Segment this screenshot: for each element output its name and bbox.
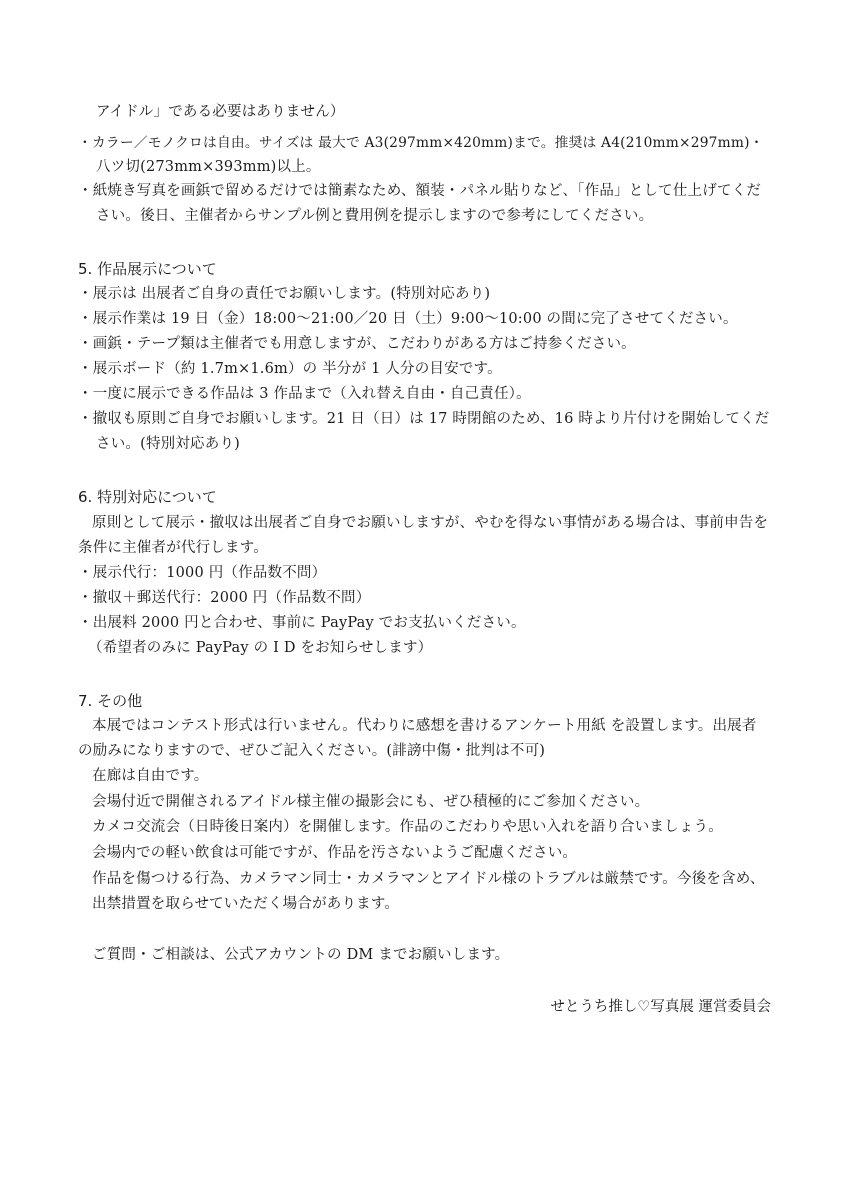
section-7-line-1: 本展ではコンテスト形式は行いません。代わりに感想を書けるアンケート用紙 を設置します。出展者 (92, 718, 757, 734)
section-6-line-4: ・撤収＋郵送代行：2000 円（作品数不問） (78, 590, 371, 606)
section-7-line-6: 会場内での軽い飲食は可能ですが、作品を汚さないようご配慮ください。 (92, 845, 578, 861)
prev-line-5: さい。後日、主催者からサンプル例と費用例を提示しますので参考にしてください。 (96, 208, 654, 224)
section-7-line-5: カメコ交流会（日時後日案内）を開催します。作品のこだわりや思い入れを語り合いましょう。 (92, 819, 723, 835)
section-7-line-2: の励みになりますので、ぜひご記入ください。(誹謗中傷・批判は不可) (78, 743, 546, 759)
section-7-line-3: 在廊は自由です。 (92, 768, 209, 784)
section-5-line-7: さい。(特別対応あり) (96, 436, 241, 452)
section-6-line-5: ・出展料 2000 円と合わせ、事前に PayPay でお支払いください。 (78, 615, 526, 631)
section-5-line-3: ・画鋲・テープ類は主催者でも用意しますが、こだわりがある方はご持参ください。 (78, 336, 636, 352)
section-6-line-3: ・展示代行：1000 円（作品数不問） (78, 565, 327, 581)
section-5-line-2: ・展示作業は 19 日（金）18:00〜21:00／20 日（土）9:00〜10:00 の間に完了させてください。 (78, 311, 738, 327)
prev-line-2: ・カラー／モノクロは自由。サイズは 最大で A3(297mm×420mm)まで。推奨は A4(210mm×297mm)・ (78, 135, 764, 151)
section-6-line-2: 条件に主催者が代行します。 (78, 540, 268, 556)
section-6-line-6: （希望者のみに PayPay の I D をお知らせします） (88, 640, 433, 656)
section-5-line-1: ・展示は 出展者ご自身の責任でお願いします。(特別対応あり) (78, 286, 491, 302)
contact-note: ご質問・ご相談は、公式アカウントの DM までお願いします。 (92, 947, 510, 963)
section-7-heading: 7. その他 (78, 692, 143, 710)
prev-line-4: ・紙焼き写真を画鋲で留めるだけでは簡素なため、額装・パネル貼りなど、「作品」として仕上げてくだ (78, 183, 762, 199)
section-6-line-1: 原則として展示・撤収は出展者ご自身でお願いしますが、やむを得ない事情がある場合は、事前申告を (92, 515, 769, 531)
organizer-signature: せとうち推し♡写真展 運営委員会 (550, 999, 771, 1015)
section-5-line-6: ・撤収も原則ご自身でお願いします。21 日（日）は 17 時閉館のため、16 時より片付けを開始してくだ (78, 411, 770, 427)
prev-line-1: アイドル」である必要はありません） (96, 104, 345, 120)
section-5-line-4: ・展示ボード（約 1.7m×1.6m）の 半分が 1 人分の目安です。 (78, 361, 502, 377)
section-7-line-8: 出禁措置を取らせていただく場合があります。 (92, 896, 400, 912)
section-6-heading: 6. 特別対応について (78, 488, 217, 506)
section-5-heading: 5. 作品展示について (78, 260, 217, 278)
section-7-line-7: 作品を傷つける行為、カメラマン同士・カメラマンとアイドル様のトラブルは厳禁です。今後を含め、 (92, 871, 765, 887)
section-5-line-5: ・一度に展示できる作品は 3 作品まで（入れ替え自由・自己責任）。 (78, 386, 531, 402)
section-7-line-4: 会場付近で開催されるアイドル様主催の撮影会にも、ぜひ積極的にご参加ください。 (92, 794, 650, 810)
prev-line-3: 八ツ切(273mm×393mm)以上。 (96, 159, 321, 175)
